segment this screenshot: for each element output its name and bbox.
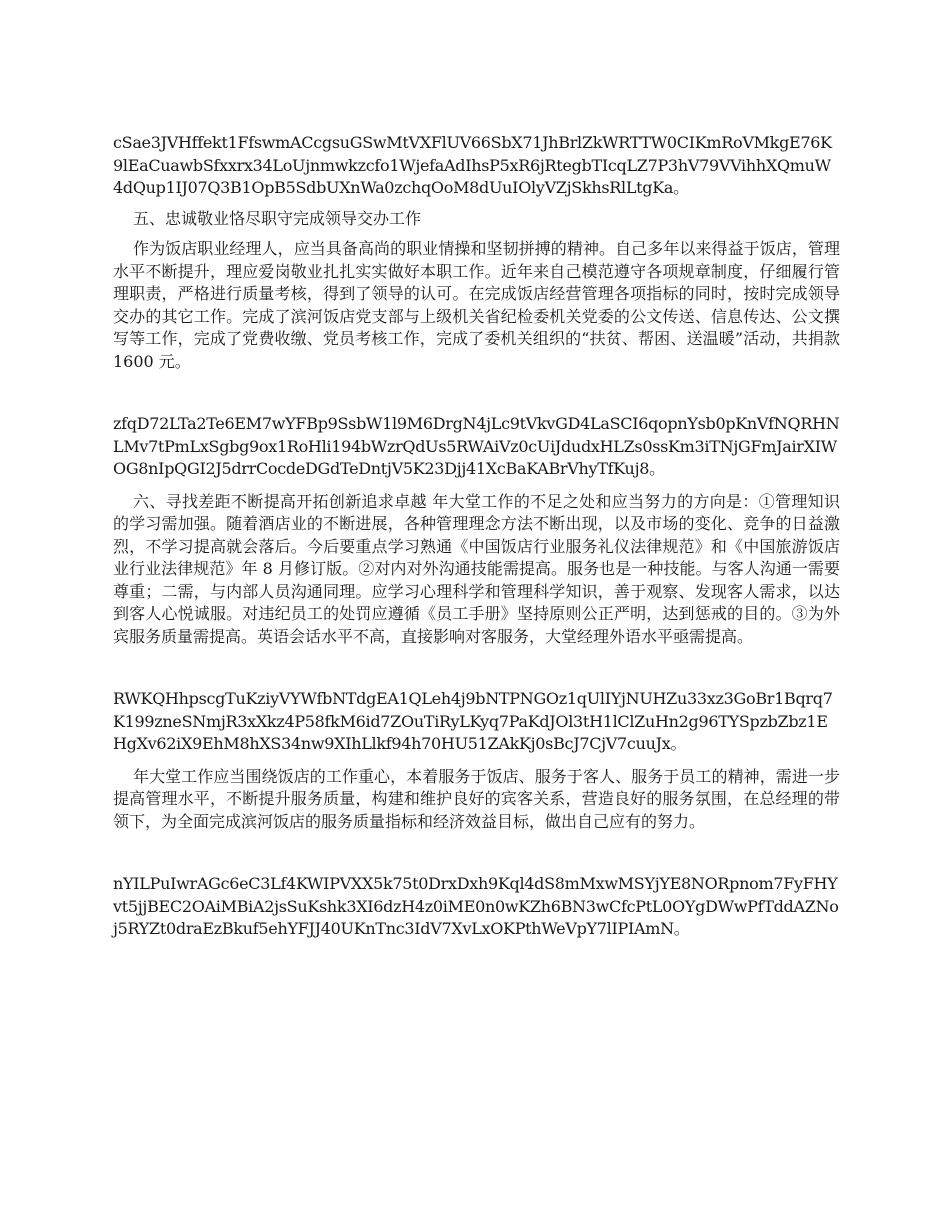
- code-block-2: zfqD72LTa2Te6EM7wYFBp9SsbW1l9M6DrgN4jLc9tVkvGD4LaSCI6qopnYsb0pKnVfNQRHNLMv7tPmLxSgbg9ox1RoHli194bWzrQdUs5RWAiVz0cUiJdudxHLZs0ssKm3iTNjGFmJairXIWOG8nIpQGI2J5drrCocdeDGdTeDntjV5K23Djj41XcBaKABrVhyTfKuj8。: [113, 414, 840, 478]
- code-block-1: cSae3JVHffekt1FfswmACcgsuGSwMtVXFlUV66SbX71JhBrlZkWRTTW0CIKmRoVMkgE76K9lEaCuawbSfxxrx34LoUjnmwkzcfo1WjefaAdIhsP5xR6jRtegbTIcqLZ7P3hV79VVihhXQmuW4dQup1IJ07Q3B1OpB5SdbUXnWa0zchqOoM8dUuIOlyVZjSkhsRlLtgKa。: [113, 133, 832, 197]
- section-heading-5: 五、忠诚敬业恪尽职守完成领导交办工作: [133, 208, 422, 228]
- paragraph-6: 六、寻找差距不断提高开拓创新追求卓越 年大堂工作的不足之处和应当努力的方向是：①管理知识的学习需加强。随着酒店业的不断进展，各种管理理念方法不断出现，以及市场的变化、竞争的日益激烈，不学习提高就会落后。今后要重点学习熟通《中国饭店行业服务礼仪法律规范》和《中国旅游饭店业行业法律规范》年 8 月修订版。②对内对外沟通技能需提高。服务也是一种技能。与客人沟通一需要尊重；二需，与内部人员沟通同理。应学习心理科学和管理科学知识，善于观察、发现客人需求，以达到客人心悦诚服。对违纪员工的处罚应遵循《员工手册》坚持原则公正严明，达到惩戒的目的。③为外宾服务质量需提高。英语会话水平不高，直接影响对客服务，大堂经理外语水平亟需提高。: [113, 491, 840, 646]
- document-body: [113, 132, 840, 941]
- paragraph-5: 作为饭店职业经理人，应当具备高尚的职业情操和坚韧拼搏的精神。自己多年以来得益于饭店，管理水平不断提升，理应爱岗敬业扎扎实实做好本职工作。近年来自己模范遵守各项规章制度，仔细履行管理职责，严格进行质量考核，得到了领导的认可。在完成饭店经营管理各项指标的同时，按时完成领导交办的其它工作。完成了滨河饭店党支部与上级机关省纪检委机关党委的公文传送、信息传达、公文撰写等工作，完成了党费收缴、党员考核工作，完成了委机关组织的“扶贫、帮困、送温暖”活动，共捐款 1600 元。: [113, 239, 840, 371]
- paragraph-7: 年大堂工作应当围绕饭店的工作重心，本着服务于饭店、服务于客人、服务于员工的精神，需进一步提高管理水平，不断提升服务质量，构建和维护良好的宾客关系，营造良好的服务氛围，在总经理的带领下，为全面完成滨河饭店的服务质量指标和经济效益目标，做出自己应有的努力。: [113, 766, 840, 831]
- code-block-4: nYILPuIwrAGc6eC3Lf4KWIPVXX5k75t0DrxDxh9Kql4dS8mMxwMSYjYE8NORpnom7FyFHYvt5jjBEC2OAiMBiA2jsSuKshk3XI6dzH4z0iME0n0wKZh6BN3wCfcPtL0OYgDWwPfTddAZNoj5RYZt0draEzBkuf5ehYFJJ40UKnTnc3IdV7XvLxOKPthWeVpY7lIPIAmN。: [113, 874, 839, 938]
- code-block-3: RWKQHhpscgTuKziyVYWfbNTdgEA1QLeh4j9bNTPNGOz1qUlIYjNUHZu33xz3GoBr1Bqrq7K199zneSNmjR3xXkz4P58fkM6id7ZOuTiRyLKyq7PaKdJOl3tH1lClZuHn2g96TYSpzbZbz1EHgXv62iX9EhM8hXS34nw9XIhLlkf94h70HU51ZAkKj0sBcJ7CjV7cuuJx。: [113, 689, 833, 753]
